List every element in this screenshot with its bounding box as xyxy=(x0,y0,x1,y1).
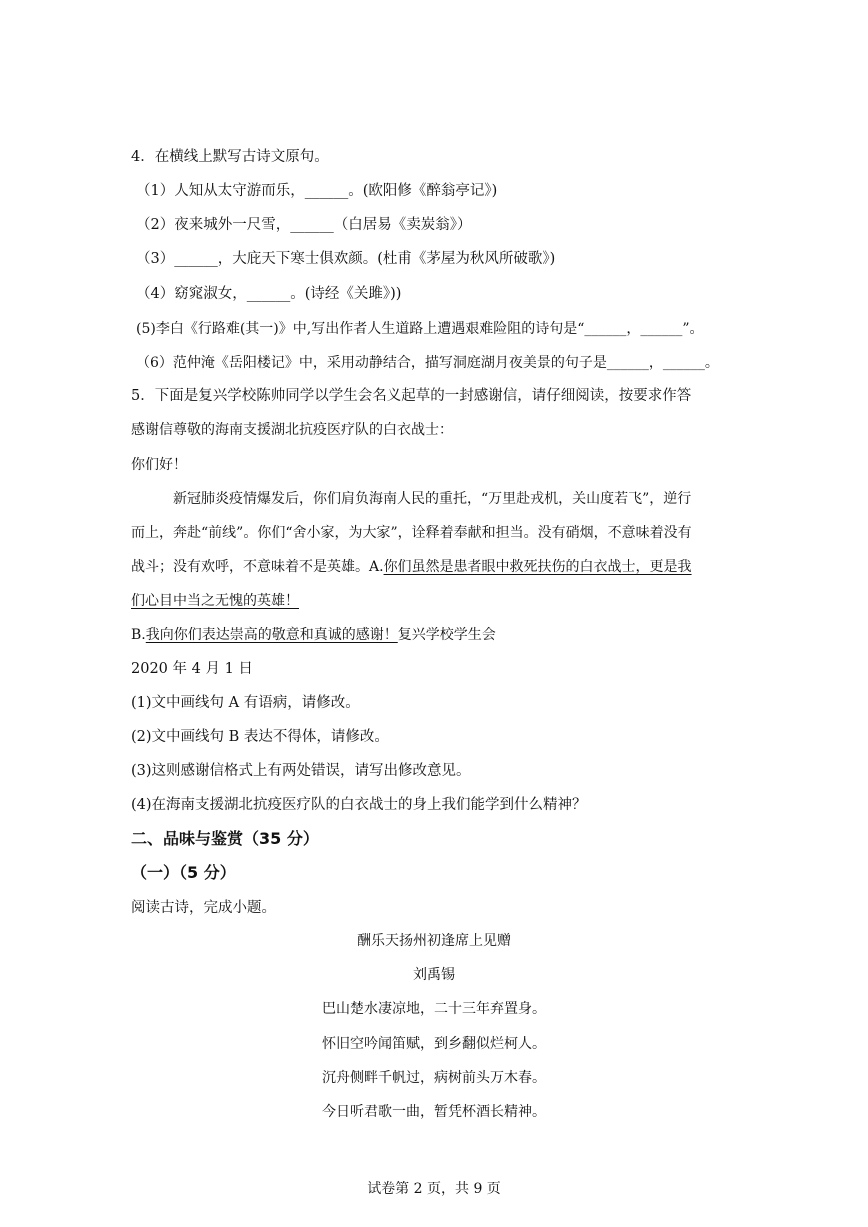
letter-para-line-3-text: 战斗；没有欢呼，不意味着不是英雄。A. xyxy=(131,559,384,575)
q4-item-3: （3）______，大庇天下寒士俱欢颜。(杜甫《茅屋为秋风所破歌》) xyxy=(136,251,556,267)
q5-sub-2: (2)文中画线句 B 表达不得体，请修改。 xyxy=(131,729,389,745)
poem-title: 酬乐天扬州初逢席上见赠 xyxy=(357,933,511,949)
q5-sub-4: (4)在海南支援湖北抗疫医疗队的白衣战士的身上我们能学到什么精神？ xyxy=(131,797,587,813)
letter-para-line-2: 而上，奔赴“前线”。你们“舍小家，为大家”，诠释着奉献和担当。没有硝烟，不意味着没有 xyxy=(131,525,692,541)
q4-item-1: （1）人知从太守游而乐，______。(欧阳修《醉翁亭记》) xyxy=(136,183,498,199)
underlined-sentence-b: 我向你们表达崇高的敬意和真诚的感谢！ xyxy=(145,627,398,643)
q4-title: 4．在横线上默写古诗文原句。 xyxy=(131,149,329,165)
poem-line-4: 今日听君歌一曲，暂凭杯酒长精神。 xyxy=(322,1104,546,1120)
section-2-instruction: 阅读古诗，完成小题。 xyxy=(131,900,276,916)
poem-line-3: 沉舟侧畔千帆过，病树前头万木春。 xyxy=(322,1070,546,1086)
section-2-heading: 二、品味与鉴赏（35 分） xyxy=(131,829,319,848)
letter-header: 感谢信尊敬的海南支援湖北抗疫医疗队的白衣战士： xyxy=(131,422,453,438)
q4-item-2: （2）夜来城外一尺雪，______（白居易《卖炭翁》） xyxy=(136,217,472,233)
letter-para-line-4 xyxy=(131,591,299,611)
underlined-sentence-a-part-2: 们心目中当之无愧的英雄！ xyxy=(131,593,299,609)
q4-item-6: （6）范仲淹《岳阳楼记》中，采用动静结合，描写洞庭湖月夜美景的句子是______，______。 xyxy=(136,355,719,371)
q5-sub-1: (1)文中画线句 A 有语病，请修改。 xyxy=(131,695,360,711)
q4-item-4: （4）窈窕淑女，______。(诗经《关雎》)) xyxy=(136,286,402,302)
q4-item-5: (5)李白《行路难(其一)》中,写出作者人生道路上遭遇艰难险阻的诗句是“______，______”。 xyxy=(136,321,704,337)
letter-line-b xyxy=(131,625,496,645)
sentence-b-prefix: B. xyxy=(131,627,146,643)
q5-title: 5．下面是复兴学校陈帅同学以学生会名义起草的一封感谢信，请仔细阅读，按要求作答 xyxy=(131,388,692,404)
letter-para-line-1: 新冠肺炎疫情爆发后，你们肩负海南人民的重托，“万里赴戎机，关山度若飞”，逆行 xyxy=(173,491,692,507)
poem-line-2: 怀旧空吟闻笛赋，到乡翻似烂柯人。 xyxy=(322,1036,546,1052)
letter-para-line-3 xyxy=(131,557,692,577)
q5-sub-3: (3)这则感谢信格式上有两处错误，请写出修改意见。 xyxy=(131,763,471,779)
poem-author: 刘禹锡 xyxy=(413,967,455,983)
letter-greeting: 你们好！ xyxy=(131,457,187,473)
poem-line-1: 巴山楚水凄凉地，二十三年弃置身。 xyxy=(322,1001,546,1017)
section-2-sub-heading: （一）（5 分） xyxy=(131,863,236,882)
underlined-sentence-a-part-1: 你们虽然是患者眼中救死扶伤的白衣战士，更是我 xyxy=(383,559,692,575)
letter-signature: 复兴学校学生会 xyxy=(397,627,496,643)
page-footer: 试卷第 2 页，共 9 页 xyxy=(367,1181,501,1197)
letter-date: 2020 年 4 月 1 日 xyxy=(131,661,253,677)
